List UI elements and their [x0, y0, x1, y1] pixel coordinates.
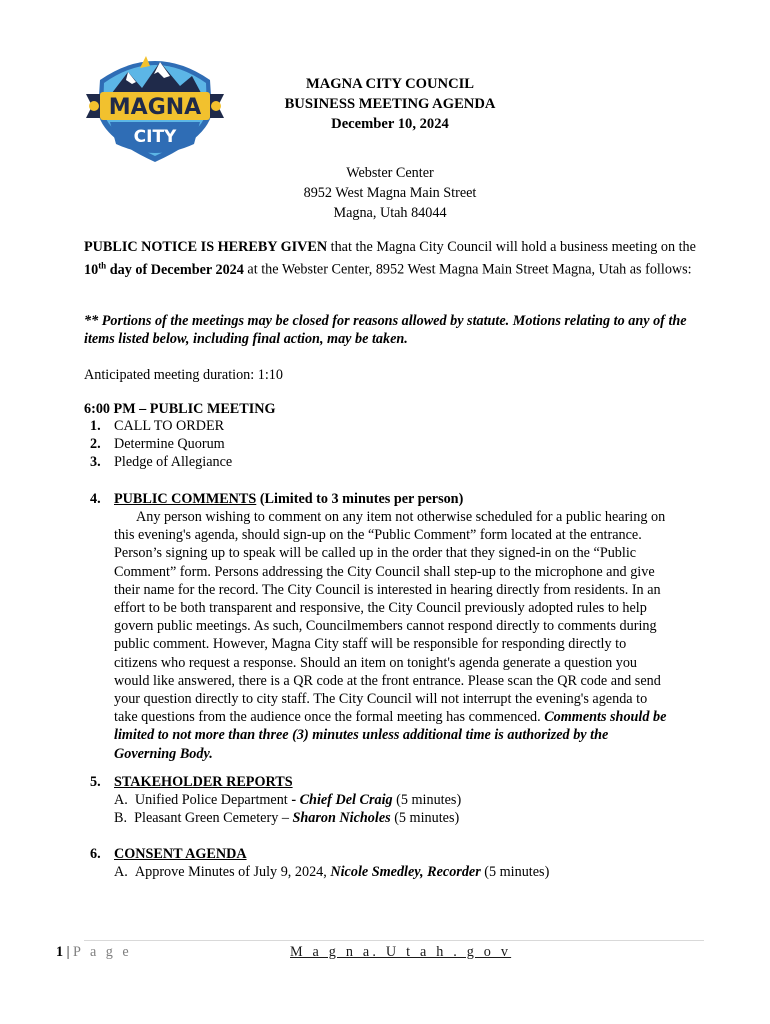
page-word: P a g e: [73, 944, 132, 960]
agenda-header: [250, 74, 530, 134]
logo-name-text: MAGNA: [108, 95, 202, 120]
comment-line: effort to be both transparent and responsive, the City Council previously adopted rules to help: [114, 600, 647, 617]
item-label: Pledge of Allegiance: [114, 454, 233, 470]
stakeholder-subitem: A. Unified Police Department - Chief Del Craig (5 minutes): [114, 792, 462, 808]
comment-line: your question directly to city staff. The City Council will not interrupt the evening's agenda to: [114, 691, 648, 708]
page-number: [56, 944, 132, 961]
item-label: Determine Quorum: [114, 436, 225, 452]
magna-city-logo: [80, 50, 230, 168]
comment-line: Comment” form. Persons addressing the City Council shall step-up to the microphone and give: [114, 563, 655, 580]
comment-line: Any person wishing to comment on any item not otherwise scheduled for a public hearing on: [136, 509, 666, 525]
comment-line: govern public meetings. As such, Councilmembers cannot respond directly to comments during: [114, 618, 657, 635]
consent-subitem: A. Approve Minutes of July 9, 2024, Nicole Smedley, Recorder (5 minutes): [114, 864, 550, 880]
comment-line: limited to not more than three (3) minutes unless additional time is authorized by the: [114, 727, 609, 744]
page-separator: |: [63, 944, 74, 960]
website-link[interactable]: M a g n a. U t a h . g o v: [290, 944, 512, 960]
comment-line: Person’s signing up to speak will be called up in the order that they signed-in on the “Public: [114, 545, 637, 562]
meeting-duration: Anticipated meeting duration: 1:10: [84, 367, 283, 383]
item-number: 5.: [90, 774, 101, 790]
item-label: CALL TO ORDER: [114, 418, 225, 434]
comment-line: citizens who request a response. Should an item on tonight's agenda generate a question you: [114, 654, 638, 671]
item-number: 3.: [90, 454, 101, 470]
venue-street: 8952 West Magna Main Street: [303, 185, 477, 201]
comment-line: this evening's agenda, should sign-up on the “Public Comment” form located at the entrance.: [114, 527, 642, 544]
comment-line: their name for the record. The City Council is interested in hearing directly from residents. In an: [114, 581, 661, 598]
comment-line: take questions from the audience once the formal meeting has commenced. Comments should be: [114, 709, 667, 726]
statute-note: ** Portions of the meetings may be closed for reasons allowed by statute. Motions relating to any of the items listed below, including final action, may be taken.: [84, 313, 687, 347]
page-number-value: 1: [56, 944, 64, 960]
public-comments-title: PUBLIC COMMENTS (Limited to 3 minutes per person): [114, 491, 464, 507]
comment-line: Governing Body.: [114, 745, 213, 762]
meeting-date: December 10, 2024: [331, 116, 449, 132]
item-number: 2.: [90, 436, 101, 452]
public-meeting-heading: 6:00 PM – PUBLIC MEETING: [84, 401, 276, 417]
public-comments-body: [114, 508, 704, 763]
item-number: 6.: [90, 846, 101, 862]
stakeholder-title: STAKEHOLDER REPORTS: [114, 774, 293, 790]
stakeholder-subitem: B. Pleasant Green Cemetery – Sharon Nicholes (5 minutes): [114, 810, 460, 826]
consent-title: CONSENT AGENDA: [114, 846, 247, 862]
council-title: MAGNA CITY COUNCIL: [305, 76, 475, 92]
notice-text-1: that the Magna City Council will hold a business meeting on the: [327, 239, 696, 255]
item-number: 4.: [90, 491, 101, 507]
logo-sub-text: CITY: [133, 127, 177, 147]
notice-lead: PUBLIC NOTICE IS HEREBY GIVEN: [84, 239, 328, 255]
venue-name: Webster Center: [346, 165, 434, 181]
venue-address: [250, 163, 530, 223]
public-notice: [84, 238, 704, 279]
comment-line: would like answered, there is a QR code at the front entrance. Please scan the QR code and send: [114, 672, 661, 689]
notice-day: 10th day of December 2024: [84, 260, 244, 278]
comment-line: public comment. However, Magna City staff will be responsible for responding directly to: [114, 636, 627, 653]
magna-city-logo-icon: [80, 50, 230, 168]
venue-city: Magna, Utah 84044: [333, 205, 447, 221]
item-number: 1.: [90, 418, 101, 434]
agenda-title: BUSINESS MEETING AGENDA: [284, 96, 496, 112]
notice-text-2: at the Webster Center, 8952 West Magna Main Street Magna, Utah as follows:: [243, 261, 692, 278]
footer-divider: [84, 940, 704, 941]
